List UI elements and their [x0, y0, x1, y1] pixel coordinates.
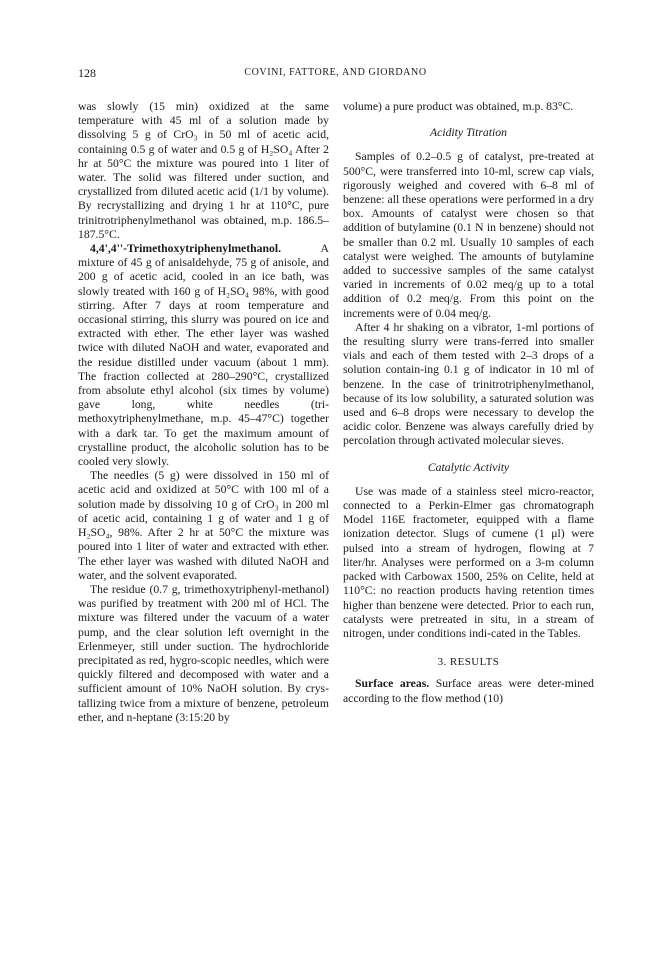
- running-title: COVINI, FATTORE, AND GIORDANO: [244, 67, 427, 78]
- paragraph-oxidation-continued: was slowly (15 min) oxidized at the same temperature with 45 ml of a solution made by dissolving 5 g of CrO₃ in 50 ml of acetic acid, containing 0.5 g of water and 0.5 g of H₂SO₄ After 2 hr at 50°C the mixture was poured into 1 liter of water. The solid was filtered under suction, and crystallized from diluted acetic acid (1/1 by volume). By recrystallizing and drying 1 hr at 110°C, pure trinitrotriphenylmethanol was obtained, m.p. 186.5–187.5°C.: [78, 100, 329, 241]
- paragraph-needles-oxidation: The needles (5 g) were dissolved in 150 ml of acetic acid and oxidized at 50°C with 100 ml of a solution made by dissolving 10 g of CrO₃ in 200 ml of acetic acid, containing 1 g of water and 1 g of H₂SO₄, 98%. After 2 hr at 50°C the mixture was poured into 1 liter of water and extracted with ether. The ether layer was washed with diluted NaOH and water, and the solvent evaporated.: [78, 469, 329, 582]
- page-header: [78, 66, 593, 86]
- page-number: 128: [78, 66, 96, 80]
- subheading-catalytic-activity: Catalytic Activity: [427, 460, 510, 474]
- paragraph-shaking: After 4 hr shaking on a vibrator, 1-ml portions of the resulting slurry were trans-ferred into smaller vials and each of them tested with 2–3 drops of a solution contain-ing 0.1 g of indicator in 10 ml of benzene. In the case of trinitrotriphenylmethanol, because of its low solubility, a saturated solution was used and 6–8 drops were necessary to develop the acidic color. Benzene was always carefully dried by percolation through activated molecular sieves.: [343, 320, 594, 448]
- paragraph-product-obtained: volume) a pure product was obtained, m.p. 83°C.: [343, 100, 574, 113]
- paragraph-text: Surface areas were deter-mined according to the flow method (10): [343, 677, 594, 705]
- right-column: [343, 100, 594, 706]
- paragraph-residue-purification: The residue (0.7 g, trimethoxytriphenyl-methanol) was purified by treatment with 200 ml of HCl. The mixture was filtered under the vacuum of a water pump, and the clear solution left overnight in the Erlenmeyer, still under suction. The hydrochloride precipitated as red, hygro-scopic needles, which were quickly filtered and decomposed with water and a sufficient amount of 10% NaOH solution. By crys-tallizing twice from a mixture of benzene, petroleum ether, and n-heptane (3:15:20 by: [78, 582, 329, 724]
- paragraph-microreactor: Use was made of a stainless steel micro-reactor, connected to a Perkin-Elmer gas chromatograph Model 116E fractometer, equipped with a flame ionization detector. Slugs of cumene (1 μl) were pulsed into a stream of hydrogen, flowing at 7 liter/hr. Analyses were performed on a 3-m column packed with Carbowax 1500, 25% on Celite, held at 110°C: no reaction products having retention times higher than benzene were detected. Prior to each run, catalysts were pretreated in situ, in a stream of nitrogen, under conditions indi-cated in the Tables.: [343, 484, 594, 640]
- paragraph-trimethoxy-synthesis: [78, 242, 329, 469]
- compound-heading: 4,4',4''-Trimethoxytriphenylmethanol.: [90, 242, 281, 256]
- left-column: [78, 100, 329, 725]
- paragraph-samples: Samples of 0.2–0.5 g of catalyst, pre-treated at 500°C, were transferred into 10-ml, screw cap vials, rigorously weighed and covered with 6–8 ml of benzene: all these operations were performed in a dry box. Amounts of catalyst were chosen so that addition of butylamine (0.1 N in benzene) should not be smaller than 0.2 ml. Usually 10 samples of each catalyst were weighed. The amounts of butylamine added to successive samples of the same catalyst varied in increments of 0.02 meq/g up to a total addition of 0.2 meq/g. From this point on the increments were of 0.04 meq/g.: [343, 150, 594, 320]
- paragraph-surface-areas: [343, 677, 594, 705]
- surface-areas-label: Surface areas.: [355, 677, 430, 691]
- paragraph-text: A mixture of 45 g of anisaldehyde, 75 g of anisole, and 200 g of acetic acid, cooled in an ice bath, was slowly treated with 160 g of H₂SO₄ 98%, with good stirring. After 7 days at room temperature and occasional stirring, this slurry was poured on ice and extracted with ether. The ether layer was washed twice with diluted NaOH and water, evaporated and the residue distilled under vacuum (about 1 mm). The fraction collected at 280–290°C, crystallized from absolute ethyl alcohol (six times by volume) gave long, white needles (tri-methoxytriphenylmethane, m.p. 45–47°C) together with a dark tar. To get the maximum amount of crystalline product, the alcoholic solution has to be cooled very slowly.: [78, 242, 329, 469]
- section-heading-results: 3. RESULTS: [437, 656, 500, 669]
- subheading-acidity-titration: Acidity Titration: [430, 126, 507, 140]
